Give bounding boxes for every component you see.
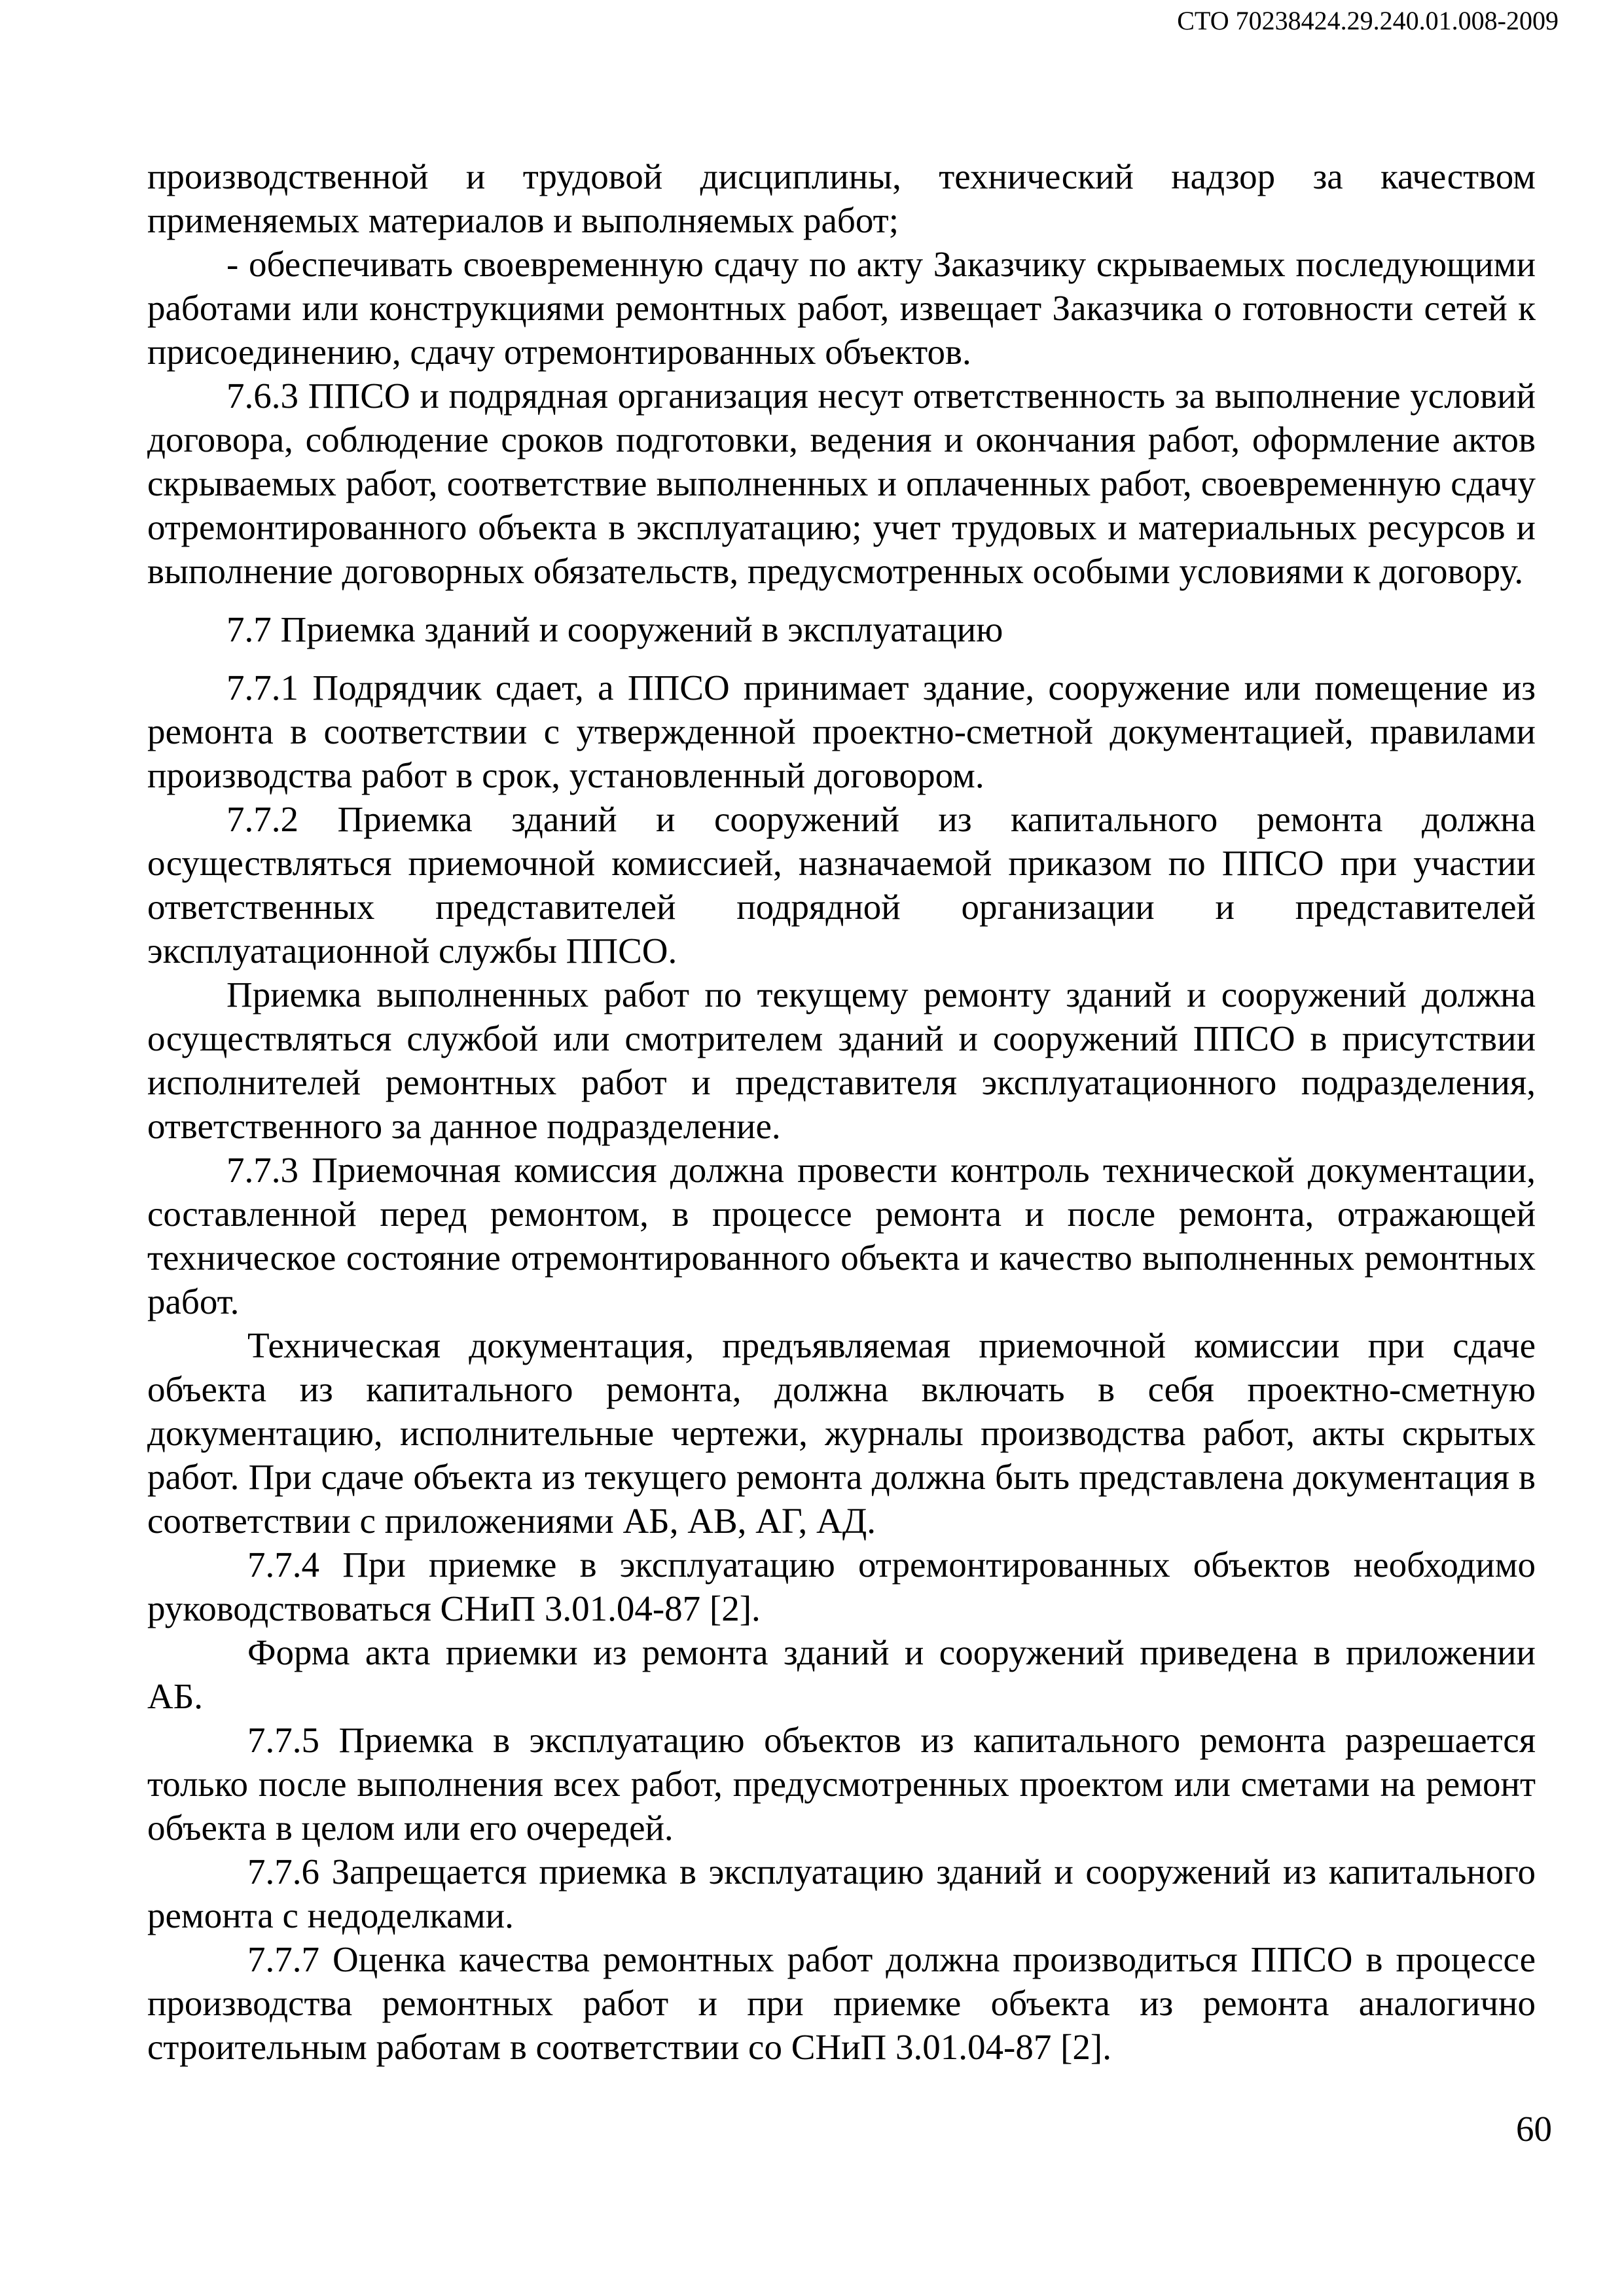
page-content (147, 154, 1536, 2069)
paragraph-7-7-4: 7.7.4 При приемке в эксплуатацию отремонтированных объектов необходимо руководствоваться СНиП 3.01.04-87 [2]. (147, 1545, 1536, 1628)
paragraph-technical-documentation: Техническая документация, предъявляемая приемочной комиссии при сдаче объекта из капитального ремонта, должна включать в себя проектно-сметную документацию, исполнительные чертежи, журналы производства работ, акты скрытых работ. При сдаче объекта из текущего ремонта должна быть представлена документация в соответствии с приложениями АБ, АВ, АГ, АД. (147, 1325, 1536, 1541)
paragraph-7-7-1: 7.7.1 Подрядчик сдает, а ППСО принимает здание, сооружение или помещение из ремонта в соответствии с утвержденной проектно-сметной документацией, правилами производства работ в срок, установленный договором. (147, 668, 1536, 795)
paragraph-7-6-3: 7.6.3 ППСО и подрядная организация несут ответственность за выполнение условий договора, соблюдение сроков подготовки, ведения и окончания работ, оформление актов скрываемых работ, соответствие выполненных и оплаченных работ, своевременную сдачу отремонтированного объекта в эксплуатацию; учет трудовых и материальных ресурсов и выполнение договорных обязательств, предусмотренных особыми условиями к договору. (147, 376, 1536, 591)
section-heading-7-7: 7.7 Приемка зданий и сооружений в эксплуатацию (226, 609, 1003, 649)
paragraph-7-7-5: 7.7.5 Приемка в эксплуатацию объектов из капитального ремонта разрешается только после выполнения всех работ, предусмотренных проектом или сметами на ремонт объекта в целом или его очередей. (147, 1720, 1536, 1848)
paragraph-continuation: производственной и трудовой дисциплины, технический надзор за качеством применяемых материалов и выполняемых работ; (147, 156, 1536, 240)
document-code: СТО 70238424.29.240.01.008-2009 (1177, 6, 1559, 35)
paragraph-7-7-7: 7.7.7 Оценка качества ремонтных работ должна производиться ППСО в процессе производства ремонтных работ и при приемке объекта из ремонта аналогично строительным работам в соответствии со СНиП 3.01.04-87 [2]. (147, 1939, 1536, 2067)
paragraph-obligation-item: - обеспечивать своевременную сдачу по акту Заказчику скрываемых последующими работами или конструкциями ремонтных работ, извещает Заказчика о готовности сетей к присоединению, сдачу отремонтированных объектов. (147, 244, 1536, 372)
paragraph-7-7-2: 7.7.2 Приемка зданий и сооружений из капитального ремонта должна осуществляться приемочной комиссией, назначаемой приказом по ППСО при участии ответственных представителей подрядной организации и представителей эксплуатационной службы ППСО. (147, 799, 1536, 971)
paragraph-acceptance-form: Форма акта приемки из ремонта зданий и сооружений приведена в приложении АБ. (147, 1632, 1536, 1716)
page-number: 60 (1516, 2109, 1552, 2149)
paragraph-7-7-3: 7.7.3 Приемочная комиссия должна провести контроль технической документации, составленной перед ремонтом, в процессе ремонта и после ремонта, отражающей техническое состояние отремонтированного объекта и качество выполненных ремонтных работ. (147, 1150, 1536, 1321)
paragraph-7-7-6: 7.7.6 Запрещается приемка в эксплуатацию зданий и сооружений из капитального ремонта с недоделками. (147, 1852, 1536, 1935)
paragraph-current-repair-acceptance: Приемка выполненных работ по текущему ремонту зданий и сооружений должна осуществляться службой или смотрителем зданий и сооружений ППСО в присутствии исполнителей ремонтных работ и представителя эксплуатационного подразделения, ответственного за данное подразделение. (147, 975, 1536, 1146)
